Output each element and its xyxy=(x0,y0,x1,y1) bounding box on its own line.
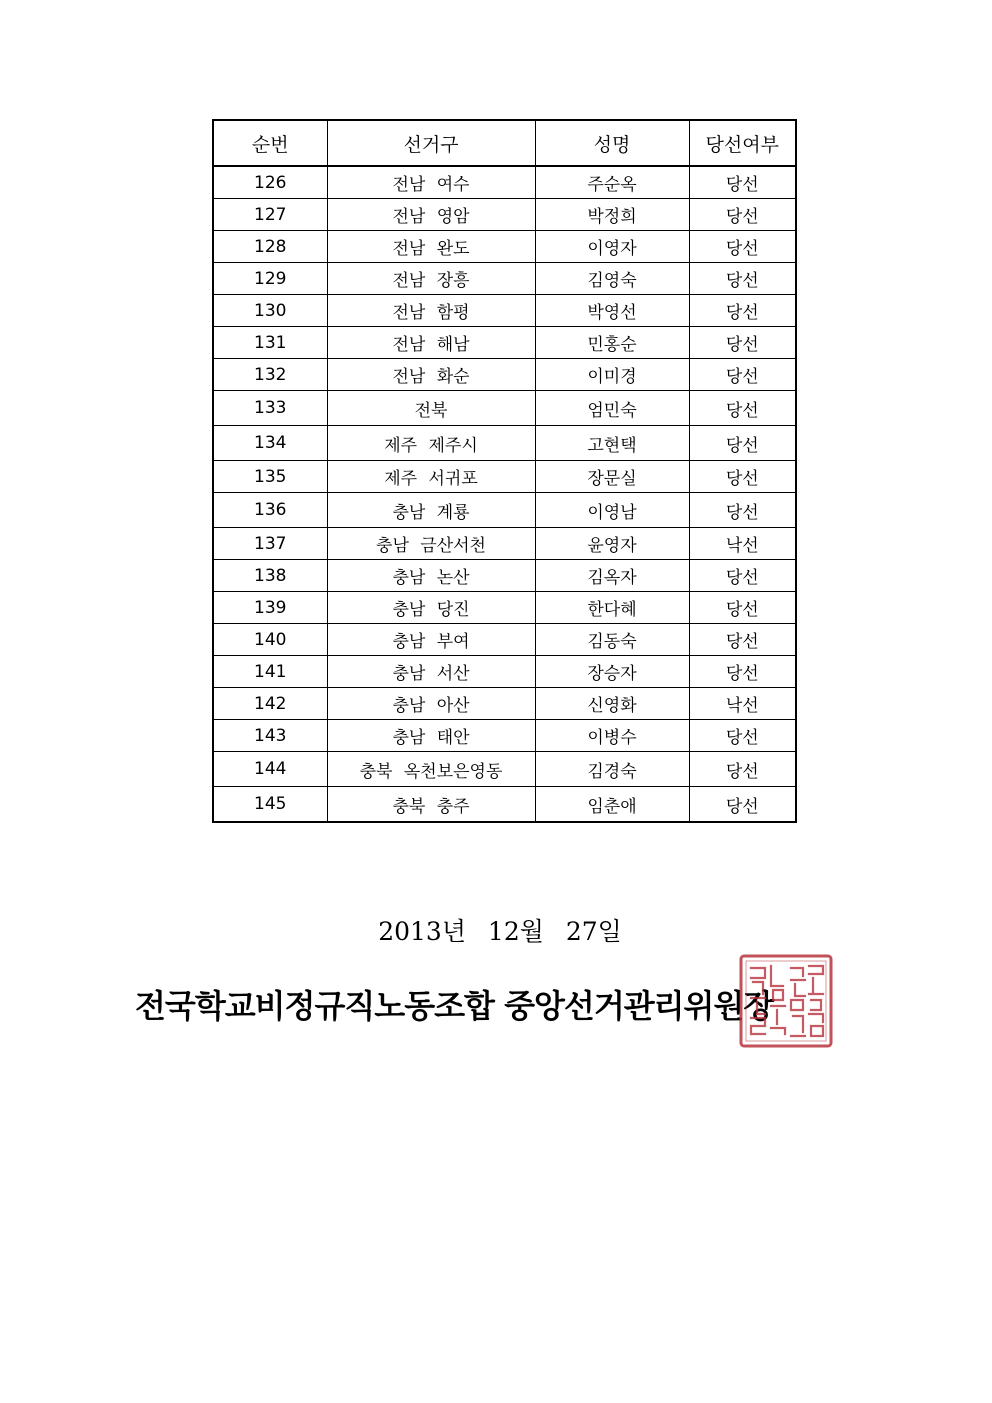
row-number: 135 xyxy=(213,461,327,493)
row-district: 충남 금산서천 xyxy=(327,528,535,560)
election-results-table xyxy=(212,119,797,823)
table-row xyxy=(213,528,796,560)
row-result: 당선 xyxy=(689,624,796,656)
row-district: 제주 서귀포 xyxy=(327,461,535,493)
row-district: 전남 완도 xyxy=(327,231,535,263)
row-name: 김경숙 xyxy=(535,752,689,787)
table-row xyxy=(213,359,796,391)
table-row xyxy=(213,752,796,787)
row-district: 충남 계룡 xyxy=(327,493,535,528)
row-result: 당선 xyxy=(689,327,796,359)
table-row xyxy=(213,231,796,263)
row-name: 이영자 xyxy=(535,231,689,263)
row-number: 133 xyxy=(213,391,327,426)
row-name: 고현택 xyxy=(535,426,689,461)
row-result: 당선 xyxy=(689,231,796,263)
row-name: 김영숙 xyxy=(535,263,689,295)
table-row xyxy=(213,688,796,720)
row-district: 전남 장흥 xyxy=(327,263,535,295)
row-number: 140 xyxy=(213,624,327,656)
row-name: 장승자 xyxy=(535,656,689,688)
row-district: 전북 xyxy=(327,391,535,426)
row-number: 137 xyxy=(213,528,327,560)
row-name: 주순옥 xyxy=(535,166,689,199)
row-district: 전남 화순 xyxy=(327,359,535,391)
signatory-title: 전국학교비정규직노동조합 중앙선거관리위원장 xyxy=(135,987,774,1025)
table-row xyxy=(213,720,796,752)
row-result: 당선 xyxy=(689,656,796,688)
row-number: 144 xyxy=(213,752,327,787)
row-result: 당선 xyxy=(689,461,796,493)
row-district: 충남 태안 xyxy=(327,720,535,752)
row-result: 당선 xyxy=(689,752,796,787)
row-district: 충북 옥천보은영동 xyxy=(327,752,535,787)
row-district: 충남 당진 xyxy=(327,592,535,624)
row-number: 141 xyxy=(213,656,327,688)
row-name: 이병수 xyxy=(535,720,689,752)
row-result: 당선 xyxy=(689,426,796,461)
table-row xyxy=(213,624,796,656)
table-row xyxy=(213,263,796,295)
header-name: 성명 xyxy=(535,120,689,166)
row-number: 142 xyxy=(213,688,327,720)
row-district: 전남 해남 xyxy=(327,327,535,359)
official-seal-stamp xyxy=(737,952,835,1050)
row-result: 당선 xyxy=(689,720,796,752)
row-result: 당선 xyxy=(689,787,796,823)
table-header-row xyxy=(213,120,796,166)
row-name: 이미경 xyxy=(535,359,689,391)
row-result: 낙선 xyxy=(689,528,796,560)
row-name: 신영화 xyxy=(535,688,689,720)
table-row xyxy=(213,199,796,231)
table-row xyxy=(213,560,796,592)
row-district: 충남 논산 xyxy=(327,560,535,592)
row-number: 129 xyxy=(213,263,327,295)
row-result: 당선 xyxy=(689,391,796,426)
row-result: 당선 xyxy=(689,166,796,199)
row-number: 131 xyxy=(213,327,327,359)
row-name: 장문실 xyxy=(535,461,689,493)
table-row xyxy=(213,592,796,624)
row-number: 126 xyxy=(213,166,327,199)
row-number: 143 xyxy=(213,720,327,752)
row-result: 당선 xyxy=(689,592,796,624)
row-district: 전남 영암 xyxy=(327,199,535,231)
row-number: 145 xyxy=(213,787,327,823)
row-number: 134 xyxy=(213,426,327,461)
row-district: 충남 서산 xyxy=(327,656,535,688)
table-row xyxy=(213,787,796,823)
row-number: 128 xyxy=(213,231,327,263)
row-name: 임춘애 xyxy=(535,787,689,823)
row-number: 127 xyxy=(213,199,327,231)
row-number: 138 xyxy=(213,560,327,592)
table-row xyxy=(213,461,796,493)
row-district: 제주 제주시 xyxy=(327,426,535,461)
row-result: 낙선 xyxy=(689,688,796,720)
header-number: 순번 xyxy=(213,120,327,166)
row-name: 민홍순 xyxy=(535,327,689,359)
row-result: 당선 xyxy=(689,295,796,327)
table-row xyxy=(213,426,796,461)
document-date: 2013년 12월 27일 xyxy=(378,917,622,946)
table-row xyxy=(213,166,796,199)
row-result: 당선 xyxy=(689,493,796,528)
row-name: 박정희 xyxy=(535,199,689,231)
row-name: 이영남 xyxy=(535,493,689,528)
row-name: 김동숙 xyxy=(535,624,689,656)
header-district: 선거구 xyxy=(327,120,535,166)
table-row xyxy=(213,327,796,359)
row-name: 엄민숙 xyxy=(535,391,689,426)
row-district: 전남 여수 xyxy=(327,166,535,199)
row-district: 전남 함평 xyxy=(327,295,535,327)
row-name: 김옥자 xyxy=(535,560,689,592)
table-row xyxy=(213,391,796,426)
row-result: 당선 xyxy=(689,263,796,295)
row-name: 박영선 xyxy=(535,295,689,327)
row-number: 139 xyxy=(213,592,327,624)
row-district: 충남 부여 xyxy=(327,624,535,656)
row-result: 당선 xyxy=(689,359,796,391)
row-result: 당선 xyxy=(689,560,796,592)
row-name: 윤영자 xyxy=(535,528,689,560)
row-number: 130 xyxy=(213,295,327,327)
row-district: 충남 아산 xyxy=(327,688,535,720)
row-name: 한다혜 xyxy=(535,592,689,624)
table-row xyxy=(213,295,796,327)
row-district: 충북 충주 xyxy=(327,787,535,823)
row-number: 132 xyxy=(213,359,327,391)
header-result: 당선여부 xyxy=(689,120,796,166)
row-number: 136 xyxy=(213,493,327,528)
row-result: 당선 xyxy=(689,199,796,231)
table-row xyxy=(213,656,796,688)
table-row xyxy=(213,493,796,528)
